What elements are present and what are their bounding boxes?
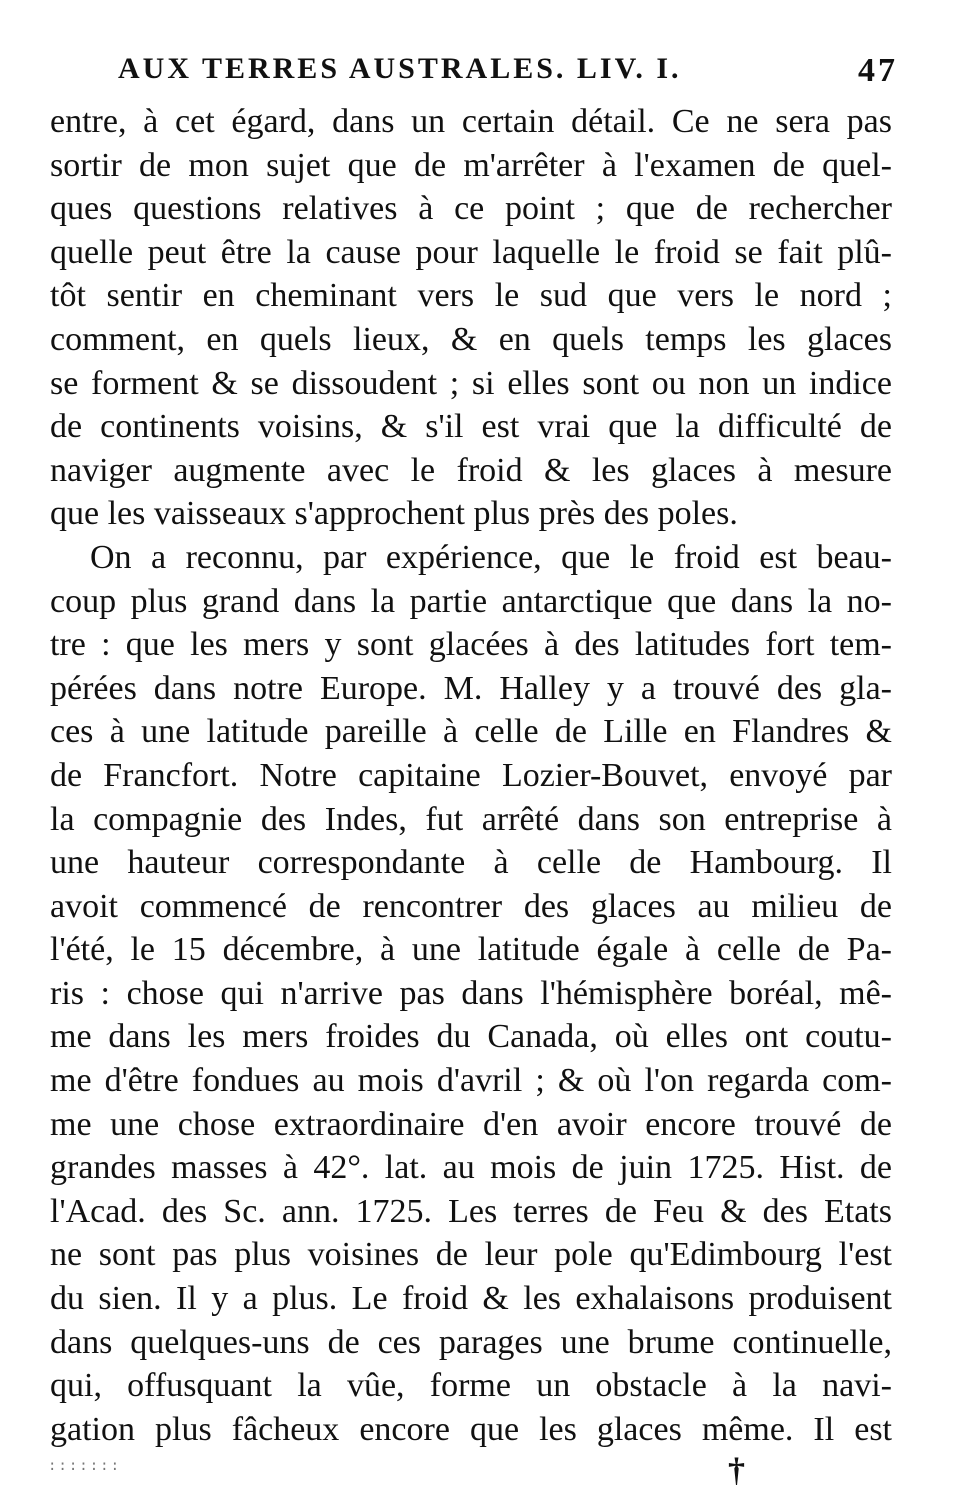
text-line: comment, en quels lieux, & en quels temps les glaces: [50, 320, 892, 358]
page-number: 47: [858, 52, 898, 89]
text-line: dans quelques-uns de ces parages une brume continuelle,: [50, 1323, 892, 1361]
text-line: gation plus fâcheux encore que les glaces même. Il est: [50, 1410, 892, 1448]
text-line: la compagnie des Indes, fut arrêté dans son entreprise à: [50, 800, 892, 838]
text-line: grandes masses à 42°. lat. au mois de juin 1725. Hist. de: [50, 1149, 892, 1187]
text-line: quelle peut être la cause pour laquelle le froid se fait plû-: [50, 233, 892, 271]
text-line: sortir de mon sujet que de m'arrêter à l'examen de quel-: [50, 146, 892, 184]
text-line: de Francfort. Notre capitaine Lozier-Bouvet, envoyé par: [50, 756, 892, 794]
text-line: me une chose extraordinaire d'en avoir encore trouvé de: [50, 1105, 892, 1143]
running-head: [118, 52, 898, 92]
body-text: [50, 100, 892, 1451]
text-line: ques questions relatives à ce point ; que de rechercher: [50, 190, 892, 228]
text-line: coup plus grand dans la partie antarctique que dans la no-: [50, 582, 892, 620]
text-line: On a reconnu, par expérience, que le froid est beau-: [90, 538, 892, 576]
text-line: de continents voisins, & s'il est vrai que la difficulté de: [50, 408, 892, 446]
text-line: naviger augmente avec le froid & les glaces à mesure: [50, 451, 892, 489]
running-title: AUX TERRES AUSTRALES. LIV. I.: [118, 52, 682, 85]
text-line: pérées dans notre Europe. M. Halley y a trouvé des gla-: [50, 669, 892, 707]
text-line: se forment & se dissoudent ; si elles sont ou non un indice: [50, 364, 892, 402]
text-line: que les vaisseaux s'approchent plus près des poles.: [50, 495, 738, 533]
text-line: entre, à cet égard, dans un certain détail. Ce ne sera pas: [50, 103, 892, 140]
page-edge-specks: :::::::: [48, 1458, 122, 1474]
text-line: me d'être fondues au mois d'avril ; & où l'on regarda com-: [50, 1062, 892, 1100]
text-line: ces à une latitude pareille à celle de Lille en Flandres &: [50, 713, 892, 751]
text-line: ne sont pas plus voisines de leur pole qu'Edimbourg l'est: [50, 1236, 892, 1274]
signature-mark: †: [728, 1452, 745, 1489]
text-line: du sien. Il y a plus. Le froid & les exhalaisons produisent: [50, 1280, 892, 1318]
text-line: tôt sentir en cheminant vers le sud que vers le nord ;: [50, 277, 892, 315]
text-line: une hauteur correspondante à celle de Hambourg. Il: [50, 844, 892, 882]
text-line: avoit commencé de rencontrer des glaces au milieu de: [50, 887, 892, 925]
text-line: l'été, le 15 décembre, à une latitude égale à celle de Pa-: [50, 931, 892, 969]
text-line: l'Acad. des Sc. ann. 1725. Les terres de Feu & des Etats: [50, 1192, 892, 1230]
text-line: qui, offusquant la vûe, forme un obstacle à la navi-: [50, 1367, 892, 1405]
text-line: tre : que les mers y sont glacées à des latitudes fort tem-: [50, 626, 892, 664]
text-line: me dans les mers froides du Canada, où elles ont coutu-: [50, 1018, 892, 1056]
text-line: ris : chose qui n'arrive pas dans l'hémisphère boréal, mê-: [50, 974, 892, 1012]
